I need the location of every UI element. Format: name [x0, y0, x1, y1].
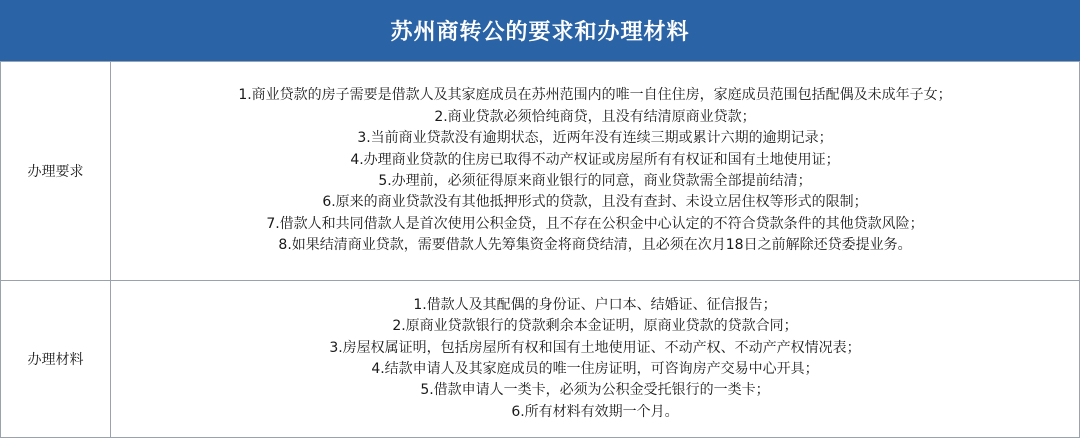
list-item: 4.结款申请人及其家庭成员的唯一住房证明，可咨询房产交易中心开具；: [371, 361, 819, 377]
list-item: 3.房屋权属证明，包括房屋所有权和国有土地使用证、不动产权、不动产产权情况表；: [329, 339, 861, 356]
list-item: 2.商业贷款必须恰纯商贷，且没有结清原商业贷款；: [434, 108, 756, 125]
requirements-table: [0, 61, 1080, 438]
requirements-list: [111, 62, 1080, 281]
row-label-requirements: 办理要求: [1, 62, 111, 281]
list-item: 6.原来的商业贷款没有其他抵押形式的贷款，且没有查封、未设立居住权等形式的限制；: [322, 194, 868, 211]
list-item: 1.借款人及其配偶的身份证、户口本、结婚证、征信报告；: [413, 296, 777, 313]
list-item: 5.借款申请人一类卡，必须为公积金受托银行的一类卡；: [420, 382, 770, 399]
sheet-title: 苏州商转公的要求和办理材料: [390, 19, 690, 45]
list-item: 5.办理前，必须征得原来商业银行的同意，商业贷款需全部提前结清；: [378, 173, 812, 189]
materials-list: [111, 281, 1080, 438]
row-label-materials: 办理材料: [1, 281, 111, 438]
list-item: 7.借款人和共同借款人是首次使用公积金贷，且不存在公积金中心认定的不符合贷款条件的其他贷款风险；: [266, 215, 924, 232]
table-row-materials: [1, 281, 1080, 438]
list-item: 6.所有材料有效期一个月。: [511, 403, 679, 420]
list-item: 8.如果结清商业贷款，需要借款人先筹集资金将商贷结清，且必须在次月18日之前解除还贷委提业务。: [278, 237, 912, 254]
list-item: 2.原商业贷款银行的贷款剩余本金证明，原商业贷款的贷款合同；: [392, 318, 798, 335]
list-item: 1.商业贷款的房子需要是借款人及其家庭成员在苏州范围内的唯一自住住房，家庭成员范围包括配偶及未成年子女；: [238, 87, 952, 104]
table-row-requirements: [1, 62, 1080, 281]
list-item: 4.办理商业贷款的住房已取得不动产权证或房屋所有有权证和国有土地使用证；: [350, 151, 840, 168]
list-item: 3.当前商业贷款没有逾期状态，近两年没有连续三期或累计六期的逾期记录；: [357, 130, 833, 147]
title-bar: [0, 0, 1080, 62]
